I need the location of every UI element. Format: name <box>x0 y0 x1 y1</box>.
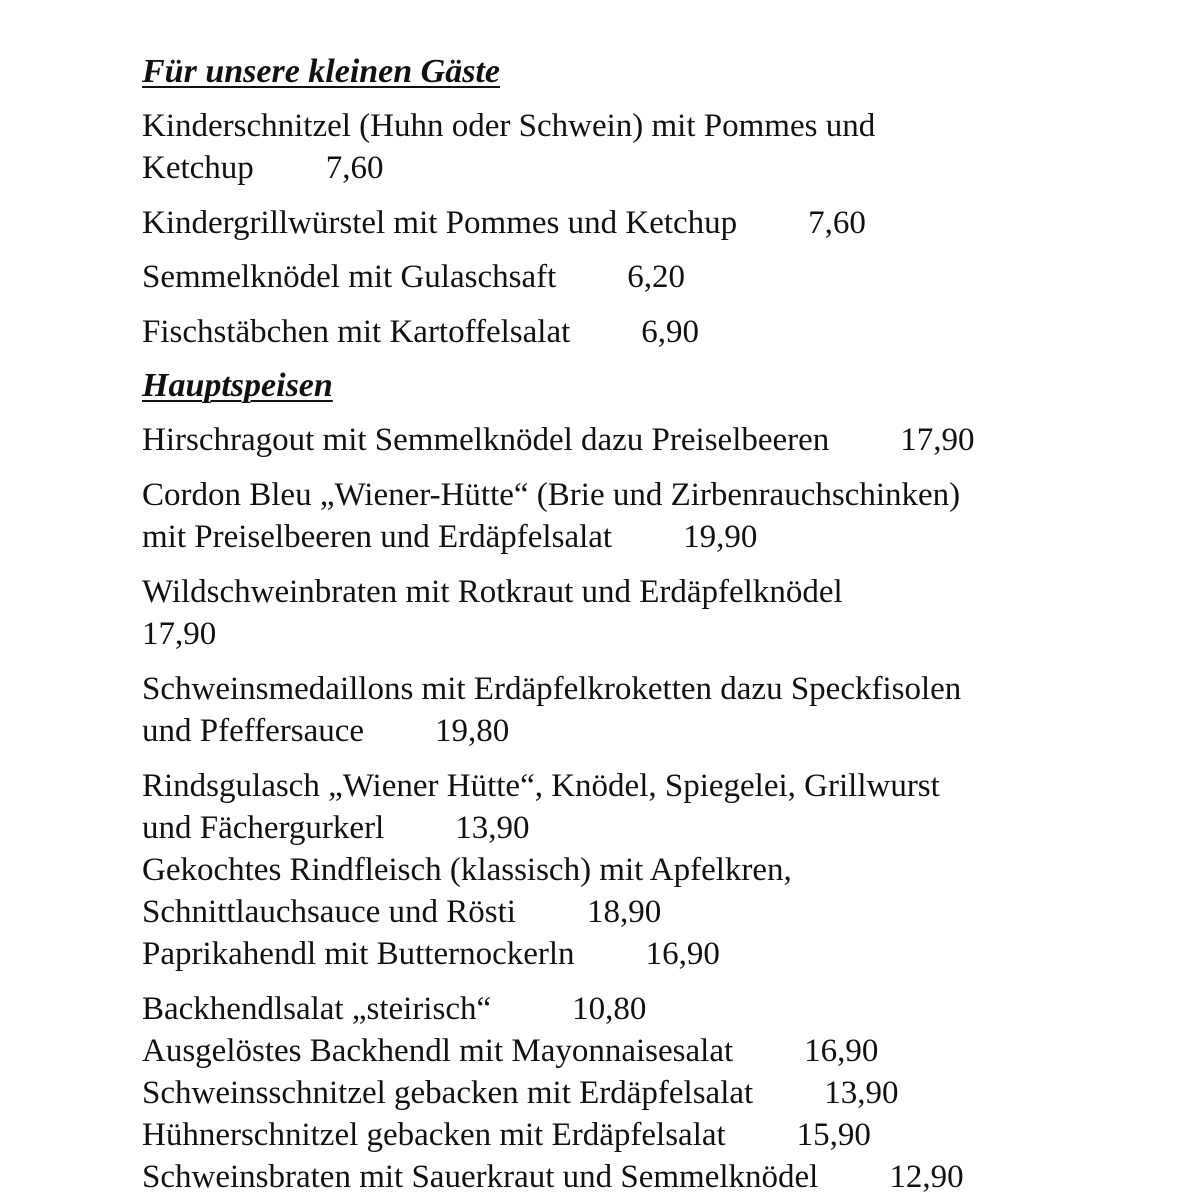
menu-item-text: Paprikahendl mit Butternockerln <box>142 936 575 972</box>
menu-item-price: 13,90 <box>824 1075 899 1111</box>
menu-item-text: Backhendlsalat „steirisch“ <box>142 991 492 1027</box>
menu-item-line <box>142 933 720 975</box>
menu-item-line <box>142 419 975 461</box>
menu-item-line: Schweinsmedaillons mit Erdäpfelkroketten dazu Speckfisolen <box>142 671 962 707</box>
menu-item-text: Schweinsschnitzel gebacken mit Erdäpfelsalat <box>142 1075 754 1111</box>
menu-item-text: Ketchup <box>142 150 254 186</box>
menu-item-text: Schweinsbraten mit Sauerkraut und Semmelknödel <box>142 1159 819 1195</box>
menu-item-price: 17,90 <box>900 422 975 458</box>
menu-item-price: 13,90 <box>455 810 530 846</box>
menu-item-text: Hirschragout mit Semmelknödel dazu Preiselbeeren <box>142 422 830 458</box>
menu-item-price: 10,80 <box>572 991 647 1027</box>
menu-item-text: Kindergrillwürstel mit Pommes und Ketchup <box>142 205 738 241</box>
menu-item-price: 12,90 <box>889 1159 964 1195</box>
menu-item-line <box>142 311 699 353</box>
section-title-kids: Für unsere kleinen Gäste <box>142 53 500 90</box>
menu-item-line <box>142 988 646 1030</box>
menu-item-line <box>142 710 509 752</box>
menu-item-line: Kinderschnitzel (Huhn oder Schwein) mit Pommes und <box>142 108 876 144</box>
menu-item-line <box>142 891 661 933</box>
menu-item-price: 16,90 <box>645 936 720 972</box>
menu-item-line <box>142 516 757 558</box>
menu-item-price: 7,60 <box>808 205 866 241</box>
menu-item-text: mit Preiselbeeren und Erdäpfelsalat <box>142 519 613 555</box>
menu-item-price: 15,90 <box>796 1117 871 1153</box>
menu-item-text: Fischstäbchen mit Kartoffelsalat <box>142 314 571 350</box>
menu-item-text: Hühnerschnitzel gebacken mit Erdäpfelsalat <box>142 1117 726 1153</box>
menu-item-price: 7,60 <box>325 150 384 186</box>
menu-item-line: Cordon Bleu „Wiener-Hütte“ (Brie und Zirbenrauchschinken) <box>142 477 961 513</box>
menu-item-text: Schnittlauchsauce und Rösti <box>142 894 516 930</box>
menu-item-text: Ausgelöstes Backhendl mit Mayonnaisesalat <box>142 1033 734 1069</box>
menu-item-text: und Fächergurkerl <box>142 810 385 846</box>
menu-item-line <box>142 807 529 849</box>
menu-item-line: Rindsgulasch „Wiener Hütte“, Knödel, Spiegelei, Grillwurst <box>142 768 940 804</box>
menu-item-line <box>142 147 384 189</box>
menu-item-price: 16,90 <box>804 1033 879 1069</box>
menu-item-line: Gekochtes Rindfleisch (klassisch) mit Apfelkren, <box>142 852 792 888</box>
menu-item-line <box>142 1114 871 1156</box>
menu-item-line <box>142 1030 878 1072</box>
section-title-main-dishes: Hauptspeisen <box>142 367 333 404</box>
menu-item-price: 6,20 <box>627 259 686 295</box>
menu-item-text: und Pfeffersauce <box>142 713 365 749</box>
menu-item-line: Wildschweinbraten mit Rotkraut und Erdäpfelknödel <box>142 574 843 610</box>
menu-item-line <box>142 202 866 244</box>
menu-item-line <box>142 256 685 298</box>
menu-item-line <box>142 1072 898 1114</box>
menu-item-price: 18,90 <box>586 894 662 930</box>
menu-item-price: 19,90 <box>683 519 758 555</box>
menu-item-price: 6,90 <box>641 314 700 350</box>
menu-item-price: 17,90 <box>142 616 217 652</box>
menu-item-price: 19,80 <box>435 713 510 749</box>
menu-item-line <box>142 1156 964 1198</box>
menu-item-text: Semmelknödel mit Gulaschsaft <box>142 259 557 295</box>
